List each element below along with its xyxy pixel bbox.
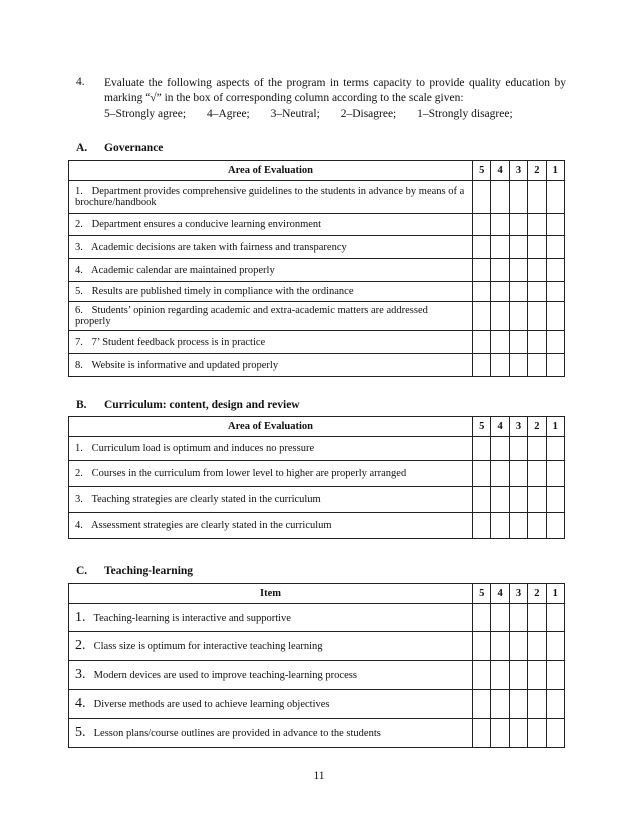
rating-cell-1[interactable] — [546, 236, 564, 259]
rating-cell-5[interactable] — [473, 354, 491, 377]
rating-cell-5[interactable] — [473, 181, 491, 214]
scale-header-3: 3 — [509, 584, 527, 604]
row-text: Diverse methods are used to achieve learning objectives — [93, 699, 330, 710]
table-row — [69, 487, 565, 513]
rating-cell-5[interactable] — [473, 302, 491, 331]
row-number: 4. — [75, 520, 83, 531]
rating-cell-1[interactable] — [546, 331, 564, 354]
rating-cell-5[interactable] — [473, 437, 491, 461]
rating-cell-4[interactable] — [491, 690, 509, 719]
scale-header-1: 1 — [546, 584, 564, 604]
section-title: Curriculum: content, design and review — [104, 399, 300, 411]
scale-label: 5–Strongly agree; — [104, 108, 187, 120]
rating-cell-4[interactable] — [491, 354, 509, 377]
rating-cell-4[interactable] — [491, 719, 509, 748]
row-number: 2. — [75, 468, 83, 479]
row-text: Teaching strategies are clearly stated in the curriculum — [91, 494, 321, 505]
scale-header-2: 2 — [528, 584, 546, 604]
rating-cell-4[interactable] — [491, 302, 509, 331]
row-label — [69, 259, 473, 282]
rating-cell-3[interactable] — [509, 259, 527, 282]
section-letter: B. — [76, 399, 87, 411]
rating-cell-1[interactable] — [546, 302, 564, 331]
row-label — [69, 513, 473, 539]
rating-cell-5[interactable] — [473, 604, 491, 632]
rating-cell-1[interactable] — [546, 437, 564, 461]
row-label — [69, 437, 473, 461]
row-text: Curriculum load is optimum and induces no pressure — [91, 443, 315, 454]
row-number: 3. — [75, 667, 86, 682]
row-label — [69, 282, 473, 302]
scale-header-3: 3 — [509, 161, 527, 181]
table-header-row — [69, 417, 565, 437]
rating-cell-4[interactable] — [491, 331, 509, 354]
rating-cell-4[interactable] — [491, 513, 509, 539]
rating-cell-1[interactable] — [546, 354, 564, 377]
table-row — [69, 690, 565, 719]
table-row — [69, 604, 565, 632]
rating-cell-1[interactable] — [546, 604, 564, 632]
table-row — [69, 181, 565, 214]
row-number: 2. — [75, 219, 83, 230]
rating-cell-1[interactable] — [546, 282, 564, 302]
row-label — [69, 632, 473, 661]
rating-cell-5[interactable] — [473, 719, 491, 748]
row-label — [69, 354, 473, 377]
rating-cell-2[interactable] — [528, 487, 546, 513]
row-number: 7. — [75, 336, 83, 348]
table-row — [69, 331, 565, 354]
section-a-heading — [76, 142, 163, 154]
table-header-row — [69, 584, 565, 604]
row-text: Academic calendar are maintained properly — [91, 264, 275, 276]
scale-label: 2–Disagree; — [340, 108, 397, 120]
rating-cell-5[interactable] — [473, 331, 491, 354]
row-text: Assessment strategies are clearly stated in the curriculum — [91, 520, 332, 531]
row-number: 8. — [75, 359, 83, 371]
rating-cell-3[interactable] — [509, 513, 527, 539]
section-b-heading — [76, 399, 300, 411]
table-row — [69, 214, 565, 236]
rating-cell-5[interactable] — [473, 690, 491, 719]
row-number: 1. — [75, 443, 83, 454]
scale-header-5: 5 — [473, 161, 491, 181]
rating-cell-5[interactable] — [473, 282, 491, 302]
rating-cell-2[interactable] — [528, 259, 546, 282]
question-number: 4. — [76, 76, 85, 88]
rating-cell-4[interactable] — [491, 282, 509, 302]
row-text: Lesson plans/course outlines are provided in advance to the students — [93, 728, 381, 739]
rating-cell-1[interactable] — [546, 690, 564, 719]
table-row — [69, 661, 565, 690]
scale-header-4: 4 — [491, 584, 509, 604]
rating-cell-1[interactable] — [546, 181, 564, 214]
rating-cell-1[interactable] — [546, 513, 564, 539]
rating-cell-5[interactable] — [473, 214, 491, 236]
rating-cell-2[interactable] — [528, 354, 546, 377]
rating-cell-2[interactable] — [528, 302, 546, 331]
row-text: Department provides comprehensive guidelines to the students in advance by means of a brochure/handbook — [75, 186, 465, 208]
section-c-table — [68, 583, 565, 748]
row-number: 1. — [75, 609, 86, 625]
section-a-table — [68, 160, 565, 377]
scale-label: 3–Neutral; — [270, 108, 320, 120]
rating-cell-2[interactable] — [528, 513, 546, 539]
rating-cell-5[interactable] — [473, 632, 491, 661]
table-row — [69, 282, 565, 302]
table-row — [69, 437, 565, 461]
rating-cell-2[interactable] — [528, 690, 546, 719]
rating-cell-5[interactable] — [473, 513, 491, 539]
rating-cell-3[interactable] — [509, 331, 527, 354]
row-number: 5. — [75, 286, 83, 297]
scale-header-1: 1 — [546, 417, 564, 437]
table-row — [69, 461, 565, 487]
rating-cell-4[interactable] — [491, 661, 509, 690]
row-label — [69, 604, 473, 632]
row-label — [69, 719, 473, 748]
row-number: 4. — [75, 264, 83, 276]
rating-cell-3[interactable] — [509, 302, 527, 331]
rating-cell-4[interactable] — [491, 604, 509, 632]
rating-cell-2[interactable] — [528, 236, 546, 259]
rating-cell-3[interactable] — [509, 487, 527, 513]
rating-cell-3[interactable] — [509, 181, 527, 214]
scale-header-4: 4 — [491, 161, 509, 181]
row-number: 1. — [75, 186, 83, 197]
scale-header-5: 5 — [473, 584, 491, 604]
rating-cell-1[interactable] — [546, 487, 564, 513]
scale-label: 1–Strongly disagree; — [417, 108, 513, 120]
table-row — [69, 513, 565, 539]
rating-cell-4[interactable] — [491, 236, 509, 259]
rating-cell-3[interactable] — [509, 690, 527, 719]
scale-header-1: 1 — [546, 161, 564, 181]
rating-cell-4[interactable] — [491, 437, 509, 461]
rating-cell-2[interactable] — [528, 461, 546, 487]
rating-cell-2[interactable] — [528, 632, 546, 661]
row-label — [69, 214, 473, 236]
rating-cell-1[interactable] — [546, 461, 564, 487]
rating-cell-4[interactable] — [491, 487, 509, 513]
rating-cell-3[interactable] — [509, 719, 527, 748]
rating-cell-3[interactable] — [509, 632, 527, 661]
scale-header-5: 5 — [473, 417, 491, 437]
table-row — [69, 632, 565, 661]
rating-cell-5[interactable] — [473, 661, 491, 690]
table-row — [69, 354, 565, 377]
column-header: Item — [69, 584, 473, 604]
column-header: Area of Evaluation — [69, 417, 473, 437]
row-number: 4. — [75, 696, 86, 711]
table-row — [69, 719, 565, 748]
row-text: Modern devices are used to improve teaching-learning process — [93, 670, 357, 681]
rating-cell-4[interactable] — [491, 181, 509, 214]
row-text: Students’ opinion regarding academic and extra-academic matters are addressed properly — [75, 305, 428, 327]
rating-scale-legend — [104, 108, 531, 120]
row-number: 5. — [75, 725, 86, 740]
rating-cell-1[interactable] — [546, 259, 564, 282]
rating-cell-3[interactable] — [509, 282, 527, 302]
scale-header-4: 4 — [491, 417, 509, 437]
rating-cell-5[interactable] — [473, 487, 491, 513]
row-text: 7’ Student feedback process is in practice — [91, 336, 266, 348]
row-text: Website is informative and updated properly — [91, 359, 279, 371]
rating-cell-3[interactable] — [509, 461, 527, 487]
row-number: 3. — [75, 241, 83, 253]
rating-cell-3[interactable] — [509, 354, 527, 377]
rating-cell-4[interactable] — [491, 214, 509, 236]
rating-cell-2[interactable] — [528, 181, 546, 214]
rating-cell-2[interactable] — [528, 604, 546, 632]
rating-cell-2[interactable] — [528, 331, 546, 354]
row-label — [69, 461, 473, 487]
rating-cell-3[interactable] — [509, 214, 527, 236]
section-title: Teaching-learning — [104, 565, 194, 577]
row-text: Department ensures a conducive learning environment — [91, 219, 322, 230]
row-text: Academic decisions are taken with fairness and transparency — [91, 241, 347, 253]
row-label — [69, 331, 473, 354]
page-number: 11 — [313, 770, 325, 782]
rating-cell-2[interactable] — [528, 719, 546, 748]
rating-cell-3[interactable] — [509, 236, 527, 259]
section-c-heading — [76, 565, 193, 577]
row-label — [69, 181, 473, 214]
row-label — [69, 236, 473, 259]
question-text: Evaluate the following aspects of the program in terms capacity to provide quality education by marking “√” in the box of corresponding column according to the scale given: — [104, 77, 566, 104]
row-label — [69, 661, 473, 690]
row-text: Courses in the curriculum from lower level to higher are properly arranged — [91, 468, 407, 479]
rating-cell-2[interactable] — [528, 282, 546, 302]
row-text: Results are published timely in compliance with the ordinance — [91, 286, 354, 297]
scale-label: 4–Agree; — [206, 108, 250, 120]
rating-cell-5[interactable] — [473, 259, 491, 282]
section-letter: C. — [76, 565, 88, 577]
row-label — [69, 302, 473, 331]
row-number: 3. — [75, 494, 83, 505]
rating-cell-5[interactable] — [473, 461, 491, 487]
row-text: Teaching-learning is interactive and supportive — [93, 612, 291, 624]
rating-cell-1[interactable] — [546, 719, 564, 748]
row-number: 6. — [75, 305, 83, 316]
row-label — [69, 487, 473, 513]
row-label — [69, 690, 473, 719]
rating-cell-1[interactable] — [546, 214, 564, 236]
column-header: Area of Evaluation — [69, 161, 473, 181]
rating-cell-2[interactable] — [528, 661, 546, 690]
row-text: Class size is optimum for interactive teaching learning — [93, 641, 323, 652]
table-header-row — [69, 161, 565, 181]
scale-header-2: 2 — [528, 161, 546, 181]
rating-cell-2[interactable] — [528, 214, 546, 236]
rating-cell-3[interactable] — [509, 661, 527, 690]
rating-cell-2[interactable] — [528, 437, 546, 461]
rating-cell-3[interactable] — [509, 604, 527, 632]
rating-cell-4[interactable] — [491, 461, 509, 487]
row-number: 2. — [75, 638, 86, 653]
table-row — [69, 236, 565, 259]
scale-header-2: 2 — [528, 417, 546, 437]
section-title: Governance — [104, 142, 164, 154]
scale-header-3: 3 — [509, 417, 527, 437]
section-b-table — [68, 416, 565, 539]
rating-cell-1[interactable] — [546, 632, 564, 661]
table-row — [69, 302, 565, 331]
rating-cell-5[interactable] — [473, 236, 491, 259]
table-row — [69, 259, 565, 282]
rating-cell-4[interactable] — [491, 259, 509, 282]
rating-cell-4[interactable] — [491, 632, 509, 661]
rating-cell-3[interactable] — [509, 437, 527, 461]
section-letter: A. — [76, 142, 88, 154]
rating-cell-1[interactable] — [546, 661, 564, 690]
